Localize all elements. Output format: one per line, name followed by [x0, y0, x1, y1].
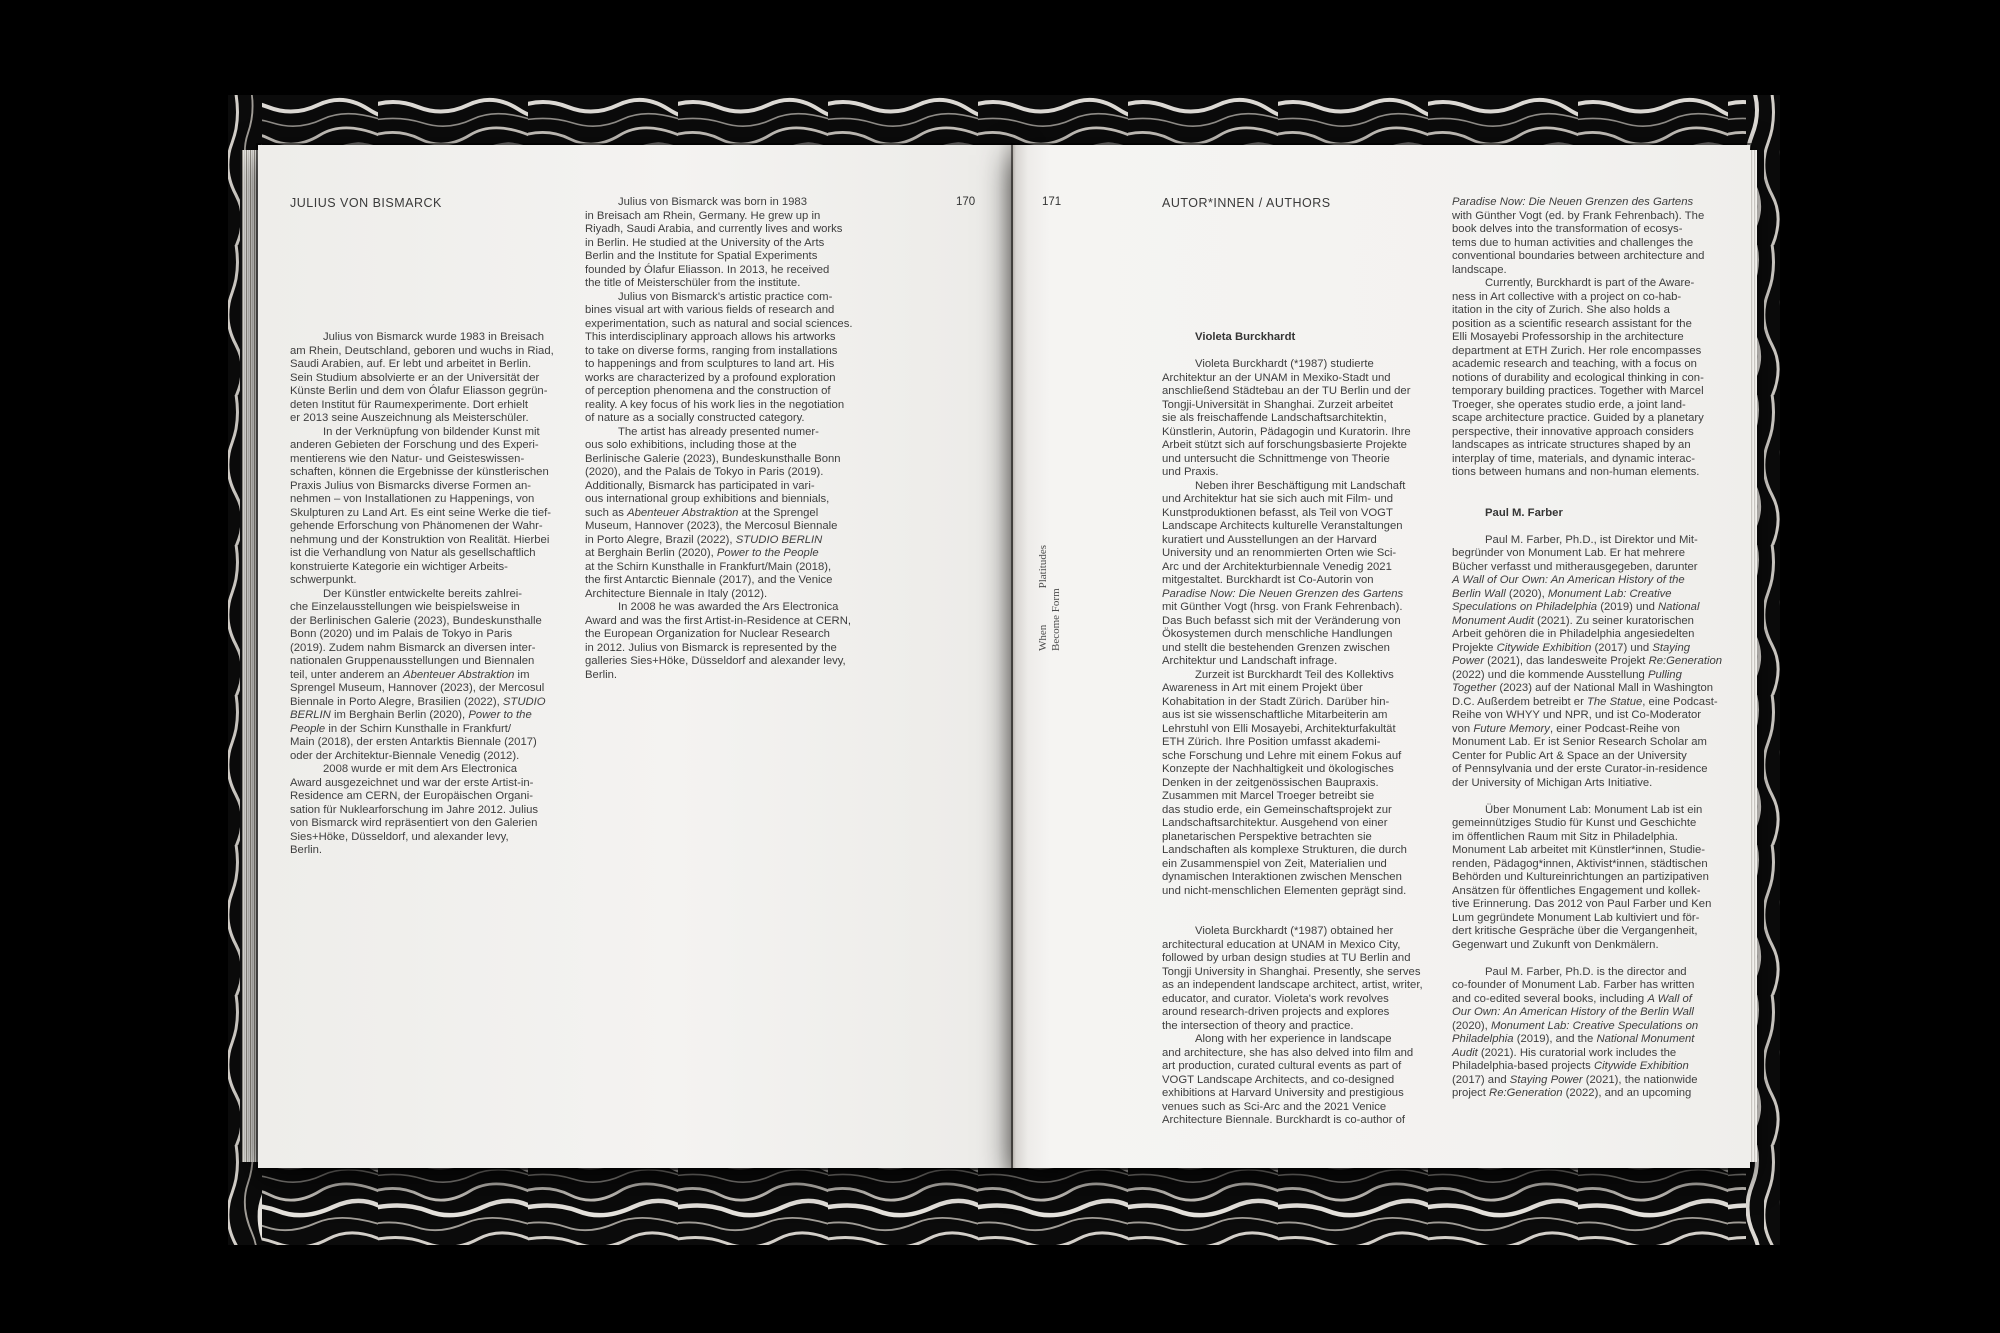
- text-line: planetarischen Perspektive betrachten sie: [1162, 830, 1372, 843]
- text-line: Landscape Architects kulturelle Veranstaltungen: [1162, 520, 1403, 532]
- text-line: and architecture, she has also delved into film and: [1162, 1046, 1414, 1059]
- text-line: (2022) und die kommende Ausstellung Pulling: [1452, 668, 1682, 681]
- text-line: of perception phenomena and the construction of: [585, 385, 831, 397]
- text-line: exhibitions at Harvard University and prestigious: [1162, 1087, 1404, 1099]
- text-line: gehende Erforschung von Phänomenen der Wahr-: [290, 520, 543, 532]
- text-line: Kunstproduktionen befasst, als Teil von VOGT: [1162, 506, 1393, 519]
- text-line: (2019). Zudem nahm Bismarck an diversen inter-: [290, 641, 536, 654]
- subheading: [1162, 331, 1482, 345]
- text-line: am Rhein, Deutschland, geboren und wuchs in Riad,: [290, 344, 554, 357]
- paragraph: [1452, 966, 1772, 1101]
- paragraph: [290, 588, 610, 764]
- paragraph: [1162, 669, 1482, 899]
- text-line: das studio erde, ein Gemeinschaftsprojekt zur: [1162, 803, 1392, 816]
- text-line: Behörden und Kultureinrichtungen an partizipativen: [1452, 871, 1709, 883]
- text-line: In der Verknüpfung von bildender Kunst mit: [323, 425, 540, 438]
- text-line: und stellt die bestehenden Grenzen zwischen: [1162, 641, 1390, 654]
- subheading: [1452, 507, 1772, 521]
- book-title-word-platitudes: Platitudes: [1037, 545, 1049, 589]
- text-line: nehmung und der Konstruktion von Realität. Hierbei: [290, 533, 550, 546]
- text-line: (2017) and Staying Power (2021), the nationwide: [1452, 1073, 1698, 1086]
- right-page-header: AUTOR*INNEN / AUTHORS: [1162, 196, 1331, 210]
- text-line: Sies+Höke, Düsseldorf, und alexander levy,: [290, 830, 509, 843]
- text-line: konstruierte Kategorie ein wichtiger Arbeits-: [290, 560, 508, 573]
- column-english-bio: [585, 196, 905, 682]
- text-line: Konzepte der Nachhaltigkeit und ökologisches: [1162, 763, 1394, 775]
- page-number-left: 170: [956, 196, 976, 208]
- text-line: begründer von Monument Lab. Er hat mehrere: [1452, 547, 1685, 559]
- spacer: [1452, 952, 1772, 966]
- text-line: the European Organization for Nuclear Research: [585, 628, 830, 640]
- text-line: A Wall of Our Own: An American History of the: [1452, 574, 1685, 586]
- text-line: er 2013 seine Auszeichnung als Meisterschüler.: [290, 412, 529, 424]
- paragraph: [585, 426, 905, 602]
- text-line: Das Buch befasst sich mit der Veränderung von: [1162, 614, 1401, 627]
- book-title-line-2: Become Form: [1050, 588, 1062, 651]
- text-line: Sein Studium absolvierte er an der Universität der: [290, 371, 540, 384]
- text-line: tems due to human activities and challenges the: [1452, 236, 1694, 249]
- paragraph: [1452, 804, 1772, 953]
- text-line: Paul M. Farber: [1485, 506, 1563, 519]
- spacer: [1452, 480, 1772, 507]
- text-line: Award ausgezeichnet und war der erste Artist-in-: [290, 776, 534, 789]
- text-line: Currently, Burckhardt is part of the Aware-: [1485, 277, 1695, 289]
- text-line: such as Abenteuer Abstraktion at the Sprengel: [585, 506, 819, 519]
- text-line: Praxis Julius von Bismarcks diverse Formen an-: [290, 479, 532, 492]
- text-line: of Pennsylvania und der erste Curator-in-residence: [1452, 763, 1708, 775]
- text-line: the intersection of theory and practice.: [1162, 1019, 1354, 1032]
- text-line: Paradise Now: Die Neuen Grenzen des Gartens: [1452, 196, 1694, 208]
- paragraph: [1162, 1033, 1482, 1128]
- text-line: Arbeit stützt sich auf forschungsbasierte Projekte: [1162, 439, 1407, 451]
- text-line: galleries Sies+Höke, Düsseldorf and alexander levy,: [585, 655, 846, 667]
- text-line: Tongji-Universität in Shanghai. Zurzeit arbeitet: [1162, 398, 1394, 411]
- text-line: academic research and teaching, with a focus on: [1452, 358, 1697, 370]
- text-line: tions between humans and non-human elements.: [1452, 466, 1700, 478]
- text-line: venues such as Sci-Arc and the 2021 Venice: [1162, 1100, 1387, 1113]
- text-line: notions of durability and ecological thinking in con-: [1452, 371, 1704, 384]
- text-line: (2020), Monument Lab: Creative Speculations on: [1452, 1019, 1699, 1032]
- text-line: Projekte Citywide Exhibition (2017) und Staying: [1452, 641, 1691, 654]
- text-line: BERLIN im Berghain Berlin (2020), Power to the: [290, 709, 532, 721]
- text-line: Julius von Bismarck wurde 1983 in Breisach: [323, 331, 545, 343]
- text-line: Ansätzen für öffentliches Engagement und kollek-: [1452, 884, 1701, 897]
- text-line: Über Monument Lab: Monument Lab ist ein: [1485, 803, 1703, 816]
- text-line: reality. A key focus of his work lies in the negotiation: [585, 398, 845, 411]
- text-line: ETH Zürich. Ihre Position umfasst akademi-: [1162, 736, 1381, 748]
- text-line: Troeger, she operates studio erde, a joint land-: [1452, 398, 1686, 411]
- text-line: und Praxis.: [1162, 466, 1219, 478]
- text-line: in Breisach am Rhein, Germany. He grew up in: [585, 209, 821, 222]
- text-line: Ökosystemen durch menschliche Handlungen: [1162, 628, 1393, 640]
- text-line: ous international group exhibitions and biennials,: [585, 493, 830, 505]
- text-line: Speculations on Philadelphia (2019) und National: [1452, 601, 1700, 613]
- text-line: dynamischen Interaktionen zwischen Menschen: [1162, 871, 1402, 883]
- text-line: In 2008 he was awarded the Ars Electronica: [618, 601, 839, 613]
- text-line: This interdisciplinary approach allows his artworks: [585, 331, 836, 343]
- text-line: Reihe von WHYY und NPR, und ist Co-Moderator: [1452, 709, 1702, 721]
- text-line: Residence am CERN, der Europäischen Organi-: [290, 790, 533, 802]
- text-line: Landschaften als komplexe Strukturen, die durch: [1162, 844, 1407, 856]
- text-line: Paul M. Farber, Ph.D. is the director and: [1485, 965, 1687, 978]
- text-line: Saudi Arabien, auf. Er lebt und arbeitet in Berlin.: [290, 358, 532, 370]
- text-line: in 2012. Julius von Bismarck is represented by the: [585, 641, 837, 654]
- text-line: Architecture Biennale. Burckhardt is co-author of: [1162, 1114, 1406, 1126]
- text-line: anderen Gebieten der Forschung und des Experi-: [290, 439, 539, 451]
- text-line: as an independent landscape architect, artist, writer,: [1162, 979, 1423, 991]
- text-line: followed by urban design studies at TU Berlin and: [1162, 952, 1411, 964]
- page-number-right: 171: [1042, 196, 1062, 208]
- text-line: Neben ihrer Beschäftigung mit Landschaft: [1195, 479, 1406, 492]
- text-line: Philadelphia (2019), and the National Monument: [1452, 1033, 1695, 1045]
- spacer: [1162, 898, 1482, 925]
- text-line: Zusammen mit Marcel Troeger betreibt sie: [1162, 790, 1375, 802]
- column-german-bio: [290, 331, 610, 858]
- text-line: People in der Schirn Kunsthalle in Frankfurt/: [290, 722, 512, 735]
- paragraph: [1162, 925, 1482, 1033]
- text-line: Violeta Burckhardt (*1987) studierte: [1195, 358, 1374, 370]
- text-line: experimentation, such as natural and social sciences.: [585, 317, 853, 330]
- text-line: landscape.: [1452, 263, 1507, 276]
- text-line: itation in the city of Zurich. She also holds a: [1452, 304, 1670, 316]
- spacer: [1452, 520, 1772, 534]
- text-line: von Future Memory, einer Podcast-Reihe von: [1452, 722, 1680, 735]
- text-line: ein Zusammenspiel von Zeit, Materialien und: [1162, 857, 1387, 870]
- text-line: Main (2018), der ersten Antarktis Biennale (2017): [290, 736, 537, 748]
- text-line: dert kritische Gespräche über die Vergangenheit,: [1452, 925, 1698, 937]
- text-line: Berlinische Galerie (2023), Bundeskunsthalle Bonn: [585, 452, 841, 465]
- text-line: mentierens wie den Natur- und Geisteswissen-: [290, 452, 525, 465]
- text-line: Berlin.: [290, 844, 323, 856]
- text-line: gemeinnütziges Studio für Kunst und Geschichte: [1452, 817, 1697, 829]
- text-line: Gegenwart und Zukunft von Denkmälern.: [1452, 938, 1659, 951]
- text-line: ness in Art collective with a project on co-hab-: [1452, 290, 1682, 303]
- text-line: Zurzeit ist Burckhardt Teil des Kollektivs: [1195, 668, 1394, 681]
- paragraph: [1452, 534, 1772, 791]
- text-line: schwerpunkt.: [290, 574, 357, 586]
- text-line: sche Forschung und Lehre mit einem Fokus auf: [1162, 749, 1402, 762]
- text-line: (2020), and the Palais de Tokyo in Paris (2019).: [585, 466, 824, 478]
- text-line: Lum gegründete Monument Lab kultiviert und för-: [1452, 911, 1700, 924]
- page-stack-fore-edge: [240, 150, 260, 1162]
- text-line: und untersucht die Schnittmenge von Theorie: [1162, 452, 1390, 465]
- text-line: Berlin and the Institute for Spatial Experiments: [585, 250, 818, 262]
- text-line: to take on diverse forms, ranging from installations: [585, 344, 838, 357]
- text-line: works are characterized by a profound exploration: [585, 371, 836, 384]
- text-line: Architecture Biennale in Italy (2012).: [585, 587, 768, 600]
- text-line: the first Antarctic Biennale (2017), and the Venice: [585, 574, 833, 586]
- text-line: Along with her experience in landscape: [1195, 1033, 1392, 1045]
- text-line: Sprengel Museum, Hannover (2023), der Mercosul: [290, 682, 545, 694]
- text-line: Künstlerin, Autorin, Pädagogin und Kuratorin. Ihre: [1162, 425, 1411, 438]
- text-line: to happenings and from sculptures to land art. His: [585, 358, 835, 370]
- text-line: Bücher verfasst und mitherausgegeben, darunter: [1452, 560, 1698, 573]
- text-line: Violeta Burckhardt (*1987) obtained her: [1195, 925, 1394, 937]
- text-line: che Einzelausstellungen wie beispielsweise in: [290, 601, 520, 613]
- text-line: Violeta Burckhardt: [1195, 331, 1296, 343]
- paragraph: [290, 763, 610, 858]
- paragraph: [1162, 480, 1482, 669]
- paragraph: [1452, 277, 1772, 480]
- text-line: Museum, Hannover (2023), the Mercosul Biennale: [585, 520, 838, 532]
- paragraph: [290, 331, 610, 426]
- text-line: Monument Lab arbeitet mit Künstler*innen, Studie-: [1452, 844, 1706, 856]
- paragraph: [585, 291, 905, 426]
- text-line: Arc und der Architekturbiennale Venedig 2021: [1162, 560, 1392, 573]
- text-line: Additionally, Bismarck has participated in vari-: [585, 479, 815, 492]
- text-line: Biennale in Porto Alegre, Brasilien (2022), STUDIO: [290, 695, 546, 708]
- text-line: Elli Mosayebi Professorship in the architecture: [1452, 331, 1684, 343]
- text-line: Awareness in Art mit einem Projekt über: [1162, 682, 1363, 694]
- text-line: im öffentlichen Raum mit Sitz in Philadelphia.: [1452, 830, 1678, 843]
- text-line: in Porto Alegre, Brazil (2022), STUDIO BERLIN: [585, 533, 823, 546]
- text-line: Berlin Wall (2020), Monument Lab: Creative: [1452, 587, 1672, 600]
- paragraph: [1452, 196, 1772, 277]
- text-line: nehmen – von Installationen zu Happenings, von: [290, 493, 535, 505]
- text-line: oder der Architektur-Biennale Venedig (2012).: [290, 749, 520, 762]
- text-line: Arbeit gehören die in Philadelphia angesiedelten: [1452, 628, 1695, 640]
- spacer: [1452, 790, 1772, 804]
- text-line: D.C. Außerdem betreibt er The Statue, eine Podcast-: [1452, 695, 1718, 708]
- text-line: around research-driven projects and explores: [1162, 1006, 1390, 1018]
- text-line: Architektur und Landschaft infrage.: [1162, 655, 1338, 667]
- text-line: Paul M. Farber, Ph.D., ist Direktor und Mit-: [1485, 533, 1698, 546]
- text-line: Power (2021), das landesweite Projekt Re:Generation: [1452, 655, 1723, 667]
- text-line: in Berlin. He studied at the University of the Arts: [585, 236, 825, 249]
- text-line: University und an renommierten Orten wie Sci-: [1162, 547, 1397, 559]
- text-line: Our Own: An American History of the Berlin Wall: [1452, 1006, 1694, 1018]
- text-line: co-founder of Monument Lab. Farber has written: [1452, 979, 1695, 991]
- text-line: temporary building practices. Together with Marcel: [1452, 385, 1704, 397]
- text-line: schaften, können die Ergebnisse der künstlerischen: [290, 466, 549, 478]
- text-line: mitgestaltet. Burckhardt ist Co-Autorin von: [1162, 574, 1374, 586]
- text-line: bines visual art with various fields of research and: [585, 304, 835, 316]
- text-line: ist die Verhandlung von Natur als gesellschaftlich: [290, 547, 536, 559]
- text-line: position as a scientific research assistant for the: [1452, 317, 1692, 330]
- text-line: renden, Pädagog*innen, Aktivist*innen, städtischen: [1452, 857, 1708, 870]
- text-line: Riyadh, Saudi Arabia, and currently lives and works: [585, 223, 843, 235]
- text-line: interplay of time, materials, and dynamic interac-: [1452, 452, 1695, 465]
- text-line: Denken in der zeitgenössischen Baupraxis.: [1162, 776, 1379, 789]
- text-line: und nicht-menschlichen Elementen geprägt sind.: [1162, 884, 1407, 897]
- text-line: educator, and curator. Violeta's work revolves: [1162, 992, 1389, 1005]
- text-line: teil, unter anderem an Abenteuer Abstraktion im: [290, 668, 530, 681]
- text-line: Julius von Bismarck was born in 1983: [618, 196, 807, 208]
- paragraph: [290, 426, 610, 588]
- book-title-word-when: When: [1037, 624, 1049, 651]
- text-line: landscapes as intricate structures shaped by an: [1452, 439, 1691, 451]
- text-line: nationalen Gruppenausstellungen und Biennalen: [290, 655, 535, 667]
- spacer: [1162, 345, 1482, 359]
- text-line: Audit (2021). His curatorial work includes the: [1452, 1046, 1677, 1059]
- text-line: The artist has already presented numer-: [618, 425, 819, 438]
- text-line: scape architecture practice. Guided by a planetary: [1452, 412, 1704, 424]
- text-line: with Günther Vogt (ed. by Frank Fehrenbach). The: [1452, 209, 1705, 222]
- text-line: at Berghain Berlin (2020), Power to the People: [585, 547, 819, 559]
- text-line: Künste Berlin und dem von Ólafur Eliasson gegrün-: [290, 385, 548, 397]
- text-line: Landschaftsarchitektur. Ausgehend von einer: [1162, 817, 1388, 829]
- text-line: Berlin.: [585, 668, 618, 681]
- text-line: von Bismarck wird repräsentiert von den Galerien: [290, 817, 538, 829]
- text-line: VOGT Landscape Architects, and co-designed: [1162, 1073, 1395, 1086]
- text-line: der Berlinischen Galerie (2023), Bundeskunsthalle: [290, 614, 542, 627]
- text-line: anschließend Städtebau an der TU Berlin und der: [1162, 385, 1411, 397]
- text-line: Kohabitation in der Stadt Zürich. Darüber hin-: [1162, 695, 1390, 708]
- text-line: kuratiert und Ausstellungen an der Harvard: [1162, 533, 1377, 546]
- text-line: Monument Audit (2021). Zu seiner kuratorischen: [1452, 614, 1694, 627]
- text-line: Skulpturen zu Land Art. Es eint seine Werke die tief-: [290, 506, 552, 519]
- text-line: Monument Lab. Er ist Senior Research Scholar am: [1452, 736, 1707, 748]
- book-title-vertical: [1037, 545, 1063, 651]
- text-line: art production, curated cultural events as part of: [1162, 1060, 1402, 1072]
- text-line: Architektur an der UNAM in Mexiko-Stadt und: [1162, 371, 1391, 384]
- text-line: Award and was the first Artist-in-Residence at CERN,: [585, 614, 852, 627]
- text-line: Center for Public Art & Space an der University: [1452, 749, 1687, 762]
- text-line: architectural education at UNAM in Mexico City,: [1162, 938, 1401, 951]
- paragraph: [585, 196, 905, 291]
- text-line: book delves into the transformation of ecosys-: [1452, 223, 1683, 235]
- text-line: and co-edited several books, including A Wall of: [1452, 992, 1692, 1005]
- text-line: Philadelphia-based projects Citywide Exhibition: [1452, 1060, 1689, 1072]
- text-line: aus ist sie wissenschaftliche Mitarbeiterin am: [1162, 709, 1388, 721]
- text-line: department at ETH Zurich. Her role encompasses: [1452, 344, 1702, 357]
- text-line: perspective, their innovative approach considers: [1452, 425, 1694, 438]
- text-line: Tongji University in Shanghai. Presently, she serves: [1162, 965, 1421, 978]
- column-authors-1: [1162, 331, 1482, 1128]
- text-line: Lehrstuhl von Elli Mosayebi, Architekturfakultät: [1162, 722, 1396, 735]
- text-line: mit Günther Vogt (hrsg. von Frank Fehrenbach).: [1162, 601, 1403, 613]
- text-line: conventional boundaries between architecture and: [1452, 250, 1705, 262]
- text-line: Paradise Now: Die Neuen Grenzen des Gartens: [1162, 587, 1404, 600]
- column-authors-2: [1452, 196, 1772, 1101]
- book-title-line-1: [1037, 545, 1050, 651]
- text-line: Bonn (2020) und im Palais de Tokyo in Paris: [290, 628, 513, 640]
- text-line: und Architektur hat sie sich auch mit Film- und: [1162, 493, 1394, 505]
- text-line: tive Erinnerung. Das 2012 von Paul Farber und Ken: [1452, 898, 1712, 910]
- text-line: project Re:Generation (2022), and an upcoming: [1452, 1087, 1692, 1099]
- text-line: the title of Meisterschüler from the institute.: [585, 277, 801, 289]
- text-line: Der Künstler entwickelte bereits zahlrei-: [323, 587, 523, 600]
- text-line: founded by Ólafur Eliasson. In 2013, he received: [585, 263, 830, 276]
- text-line: der University of Michigan Arts Initiative.: [1452, 776, 1653, 789]
- text-line: deten Institut für Raumexperimente. Dort erhielt: [290, 398, 528, 411]
- text-line: 2008 wurde er mit dem Ars Electronica: [323, 763, 518, 775]
- text-line: sie als freischaffende Landschaftsarchitektin,: [1162, 412, 1387, 424]
- text-line: of nature as a socially constructed category.: [585, 412, 805, 424]
- text-line: Julius von Bismarck's artistic practice com-: [618, 290, 833, 303]
- left-page-header: JULIUS VON BISMARCK: [290, 196, 442, 210]
- gutter-shadow: [998, 145, 1028, 1168]
- text-line: Together (2023) auf der National Mall in Washington: [1452, 682, 1714, 694]
- paragraph: [1162, 358, 1482, 480]
- text-line: ous solo exhibitions, including those at the: [585, 439, 797, 451]
- paragraph: [585, 601, 905, 682]
- text-line: at the Schirn Kunsthalle in Frankfurt/Main (2018),: [585, 560, 832, 573]
- text-line: sation für Nuklearforschung im Jahre 2012. Julius: [290, 803, 539, 816]
